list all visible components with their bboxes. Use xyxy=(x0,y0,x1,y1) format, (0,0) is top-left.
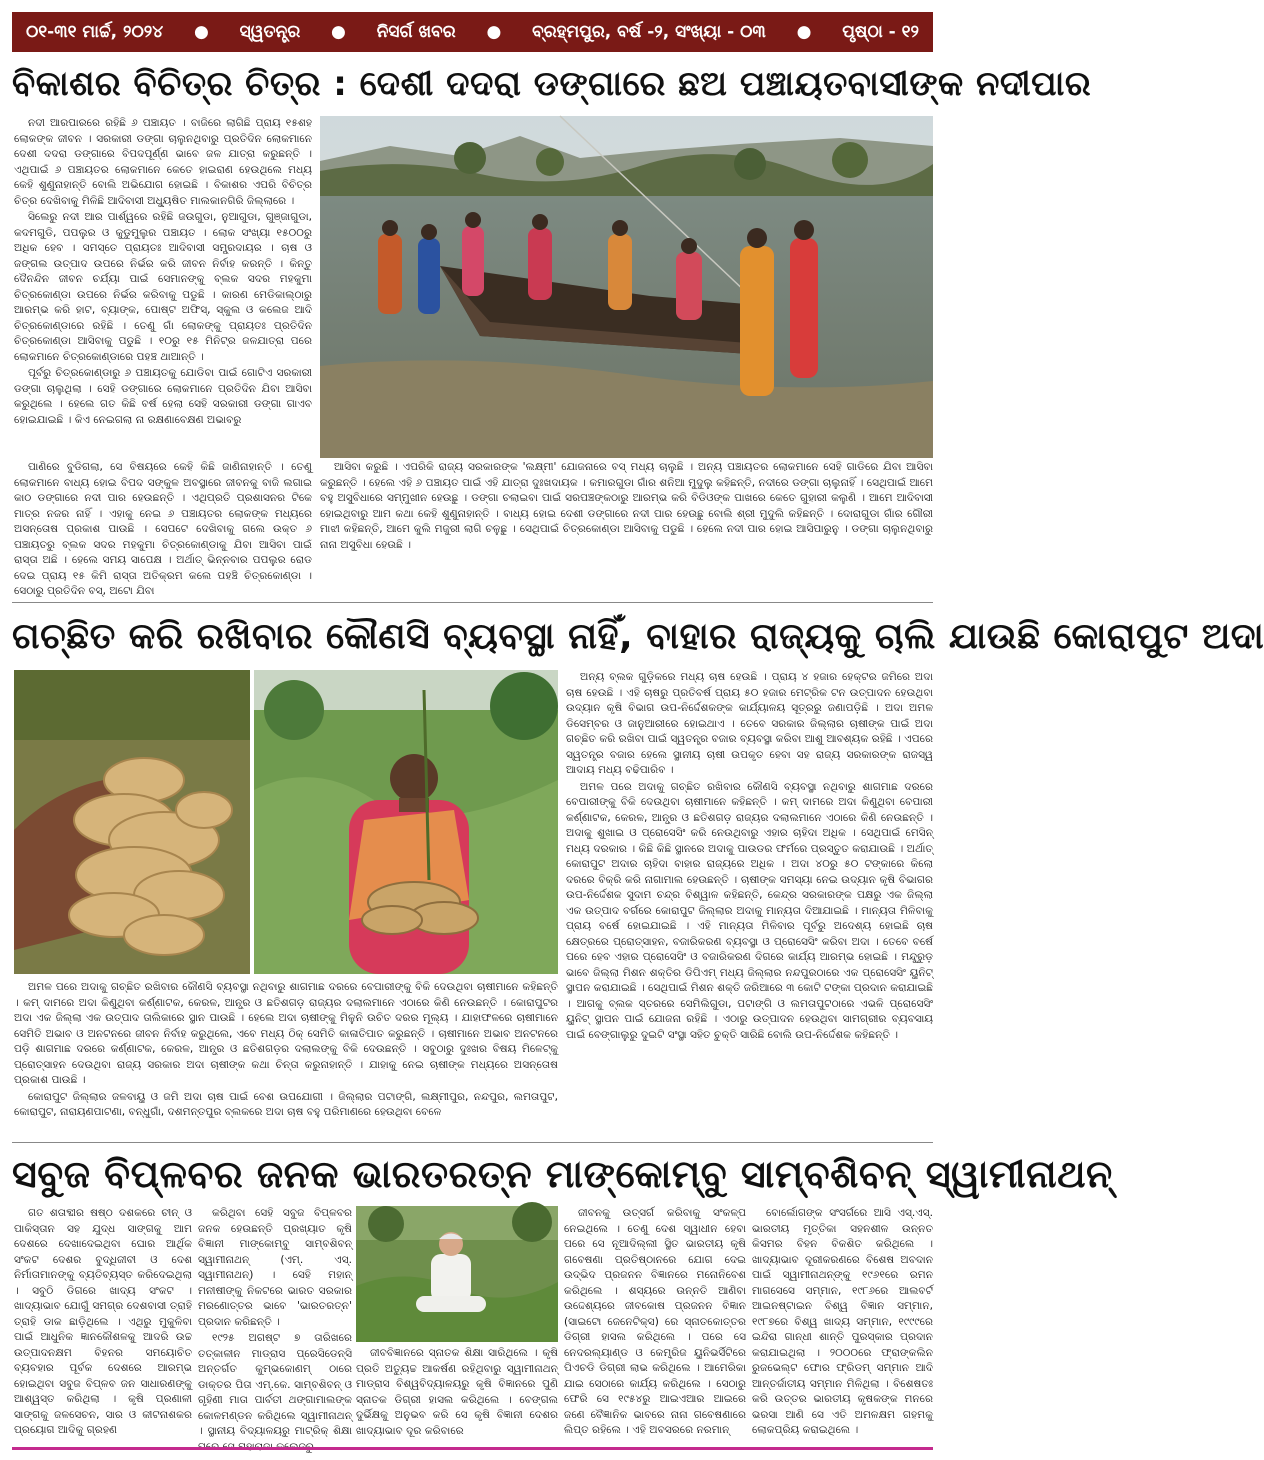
story3-column-3 xyxy=(564,1206,746,1442)
ginger-hand-photo xyxy=(14,670,250,974)
separator-bullet: ● xyxy=(796,22,812,42)
masthead-bar xyxy=(12,12,933,52)
story3-paragraph: ୧୯୨୫ ଅଗଷ୍ଟ ୭ ତାରିଖରେ ତତ୍କାଳୀନ ମାଡ୍ରାସ ପ୍ରେସିଡେନ୍ସି ଅନ୍ତର୍ଗତ କୁମ୍ଭକୋଣମ୍ ଠାରେ ଡାକ୍ତର ପିତା ଏମ୍.କେ. ସାମ୍ବଶିବନ୍ ଓ ଗୃହିଣୀ ମାତା ପାର୍ବତୀ ଥଙ୍ଗାମାଲଙ୍କ କୋଳମଣ୍ଡନ କରିଥିଲେ ସ୍ୱାମୀନାଥନ୍ । ସ୍ଥାନୀୟ ବିଦ୍ୟାଳୟରୁ ମାଟ୍ରିକ୍ ଶିକ୍ଷା xyxy=(198,1332,352,1437)
footer-rule xyxy=(12,1447,933,1450)
story1-paragraph: ନଦୀ ଆରପାରରେ ରହିଛି ୬ ପଞ୍ଚାୟତ । ବାଜିରେ ଲାଗିଛି ପ୍ରାୟ ୧୫ଶହ ଲୋକଙ୍କ ଜୀବନ । ସରକାରୀ ଡଙ୍ଗା ଚାଲୁନଥିବାରୁ ପ୍ରତିଦିନ ଲୋକମାନେ ଦେଶୀ ଦଦରା ଡଙ୍ଗାରେ ବିପଦପୂର୍ଣ୍ଣ ଭାବେ ଜଳ ଯାତ୍ରା କରୁଛନ୍ତି । ଏଥିପାଇଁ ୬ ପଞ୍ଚାୟତର ଲୋକମାନେ କେତେ ହାଇରାଣ ହେଉଥିଲେ ମଧ୍ୟ କେହି ଶୁଣୁନାହାନ୍ତି ବୋଲି ଅଭିଯୋଗ ହୋଇଛି । ବିକାଶର ଏପରି ବିଚିତ୍ର ଚିତ୍ର ଦେଖିବାକୁ ମିଳିଛି ଆଦିବାସୀ ଅଧ୍ୟୁଷିତ ମାଲକାନଗିରି ଜିଲ୍ଲାରେ । xyxy=(14,117,312,207)
story3-paragraph: କରିଥିବା ସେହି ସବୁଜ ବିପ୍ଳବର ଜନକ ହେଉଛନ୍ତି ପ୍ରଖ୍ୟାତ କୃଷି ବିଜ୍ଞାନୀ ମାଙ୍କୋମ୍ବୁ ସାମ୍ବଶିବନ୍ ସ୍ୱାମୀନାଥନ୍ (ଏମ୍. ଏସ୍. ସ୍ୱାମୀନାଥନ୍) । ସେହି ମହାନ୍ ମନୀଷୀଙ୍କୁ ନିକଟରେ ଭାରତ ସରକାର ମରଣୋତ୍ତର ଭାବେ 'ଭାରତରତ୍ନ' ପ୍ରଦାନ କରିଛନ୍ତି । xyxy=(198,1207,352,1328)
story1-paragraph: ସିଲେରୁ ନଦୀ ଆର ପାର୍ଶ୍ୱରେ ରହିଛି ଜଉଗୁଡା, ନୁଆଗୁଡା, ଗୁଞ୍ଜାଗୁଡା, କଦମଗୁଡି, ପପଲୁର ଓ କୁଡୁମୁଲୁର ପଞ୍ଚାୟତ । ଲୋକ ସଂଖ୍ୟା ୧୫୦୦ରୁ ଅଧିକ ହେବ । ସମସ୍ତେ ପ୍ରାୟତଃ ଆଦିବାସୀ ସମ୍ପ୍ରଦାୟର । ଚାଷ ଓ ଜଙ୍ଗଲ ଉତ୍ପାଦ ଉପରେ ନିର୍ଭର କରି ଜୀବନ ନିର୍ବାହ କରନ୍ତି । କିନ୍ତୁ ଦୈନନ୍ଦିନ ଜୀବନ ଚର୍ଯ୍ୟା ପାଇଁ ସେମାନଙ୍କୁ ବ୍ଲକ ସଦର ମହକୁମା ଚିତ୍ରକୋଣ୍ଡା ଉପରେ ନିର୍ଭର କରିବାକୁ ପଡୁଛି । କାରଣ ମେଡିକାଲ୍‌ଠାରୁ ଆରମ୍ଭ କରି ହାଟ, ବ୍ୟାଙ୍କ, ପୋଷ୍ଟ ଅଫିସ୍, ସ୍କୁଲ ଓ କଲେଜ ଆଦି ଚିତ୍ରକୋଣ୍ଡାରେ ରହିଛି । ତେଣୁ ଗାଁ ଲୋକଙ୍କୁ ପ୍ରାୟତଃ ପ୍ରତିଦିନ ଚିତ୍ରକୋଣ୍ଡା ଆସିବାକୁ ପଡୁଛି । ୧୦ରୁ ୧୫ ମିନିଟ୍ର ଜଳଯାତ୍ରା ପରେ ଲୋକମାନେ ଚିତ୍ରକୋଣ୍ଡାରେ ପହଞ୍ଚ ଥାଆନ୍ତି । xyxy=(14,211,312,363)
story3-column-4 xyxy=(752,1206,933,1442)
story1-paragraph: ଆସିବା କରୁଛି । ଏପରିକି ରାଜ୍ୟ ସରକାରଙ୍କ 'ଲକ୍ଷ୍ମୀ' ଯୋଜନାରେ ବସ୍ ମଧ୍ୟ ଚାଲୁଛି । ଅନ୍ୟ ପଞ୍ଚାୟତର ଲୋକମାନେ ସେହି ଗାଡିରେ ଯିବା ଆସିବା କରୁଛନ୍ତି । ହେଲେ ଏହି ୬ ପଞ୍ଚାୟତ ପାଇଁ ଏହି ଯାତ୍ରା ଦୁଃଖଦାୟକ । କମାରଗୁଡା ଗାଁର ଶନିଆ ମୁଦୁଲୁ କହିଛନ୍ତି, ନଦୀରେ ଡଙ୍ଗା ଚାଲୁନାହିଁ । ସେଥିପାଇଁ ଆମେ ବହୁ ଅସୁବିଧାରେ ସମ୍ମୁଖୀନ ହେଉଛୁ । ଡଙ୍ଗା ଚଲାଇବା ପାଇଁ ସରପଞ୍ଚଙ୍କଠାରୁ ଆରମ୍ଭ କରି ବିଡିଓଙ୍କ ପାଖରେ କେତେ ଗୁହାରୀ କଲୁଣି । ଆମେ ଆଦିବାସୀ ହୋଇଥିବାରୁ ଆମ କଥା କେହି ଶୁଣୁନାହାନ୍ତି । ବାଧ୍ୟ ହୋଇ ଦେଶୀ ଡଙ୍ଗାରେ ନଦୀ ପାର ହେଉଛୁ ବୋଲି ଶ୍ରୀ ମୁଦୁଲି କହିଛନ୍ତି । ଦୋରାଗୁଡା ଗାଁର ଗୌରୀ ମାଝୀ କହିଛନ୍ତି, ଆମେ କୁଲି ମଜୁରୀ ଲାଗି ଚଳୁଛୁ । ସେଥିପାଇଁ ଚିତ୍ରକୋଣ୍ଡା ଆସିବାକୁ ପଡୁଛି । ହେଲେ ନଦୀ ପାର ହୋଇ ଆସିପାରୁନୁ । ଡଙ୍ଗା ଚାଲୁନଥିବାରୁ ନାନା ଅସୁବିଧା ହେଉଛି । xyxy=(320,461,933,551)
issue-date: ୦୧-୩୧ ମାର୍ଚ୍ଚ, ୨୦୨୪ xyxy=(26,22,164,42)
story1-paragraph: ପୂର୍ବରୁ ଚିତ୍ରକୋଣ୍ଡାରୁ ୬ ପଞ୍ଚାୟତକୁ ଯୋଡିବା ପାଇଁ ଗୋଟିଏ ସରକାରୀ ଡଙ୍ଗା ଚାଲୁଥିଲା । ସେହି ଡଙ୍ଗାରେ ଲୋକମାନେ ପ୍ରତିଦିନ ଯିବା ଆସିବା କରୁଥିଲେ । ହେଲେ ଗତ କିଛି ବର୍ଷ ହେଲା ସେହି ସରକାରୀ ଡଙ୍ଗା ଗାଏବ ହୋଇଯାଇଛି । କିଏ ନେଇଗଲା ନା ରକ୍ଷଣାବେକ୍ଷଣ ଅଭାବରୁ xyxy=(14,367,312,426)
story3-headline: ସବୁଜ ବିପ୍ଳବର ଜନକ ଭାରତରତ୍ନ ମାଙ୍କୋମ୍ବୁ ସାମ୍ବଶିବନ୍ ସ୍ୱାମୀନାଥନ୍ xyxy=(12,1152,1113,1196)
story1-headline: ବିକାଶର ବିଚିତ୍ର ଚିତ୍ର : ଦେଶୀ ଦଦରା ଡଙ୍ଗାରେ ଛଅ ପଞ୍ଚାୟତବାସୀଙ୍କ ନଦୀପାର xyxy=(12,64,1092,104)
story1-column-left xyxy=(14,116,312,454)
story2-paragraph: ଅମଳ ପରେ ଅଦାକୁ ଗଚ୍ଛିତ ରଖିବାର କୌଣସି ବ୍ୟବସ୍ଥା ନଥିବାରୁ ଶାଗମାଛ ଦରରେ ବେପାରୀଙ୍କୁ ବିକି ଦେଉଥିବା ଚାଷୀମାନେ କହିଛନ୍ତି । କମ୍ ଦାମରେ ଅଦା କିଣୁଥିବା ବେପାରୀ କର୍ଣ୍ଣାଟକ, କେରଳ, ଆନ୍ଧ୍ର ଓ ଛତିଶଗଡ଼ ରାଜ୍ୟର ଦଲାଲମାନେ ଏଠାରେ କିଣି ନେଉଛନ୍ତି । ଅଦାକୁ ଶୁଖାଇ ଓ ପ୍ରୋସେସିଂ କରି ନେଉଥିବାରୁ ଏହାର ଚାହିଦା ଅଧିକ । ସେଥିପାଇଁ ମେସିନ୍ ମଧ୍ୟ ଦରକାର । କିଛି କିଛି ସ୍ଥାନରେ ଅଦାକୁ ପାଉଡର ଫର୍ମରେ ପ୍ରସ୍ତୁତ କରାଯାଉଛି । ଅର୍ଥାତ୍ କୋରାପୁଟ ଅଦାର ଚାହିଦା ବାହାର ରାଜ୍ୟରେ ଅଧିକ । ଅଦା ୪୦ରୁ ୫୦ ଟଙ୍କାରେ କିଲୋ ଦରରେ ବିକ୍ରି କରି ନାଗାମାଲ ହେଉଛନ୍ତି । ଚାଷୀଙ୍କ ସମସ୍ୟା ନେଇ ଉଦ୍ୟାନ କୃଷି ବିଭାଗର ଉପ-ନିର୍ଦ୍ଦେଶକ ସୁଦାମ ଚନ୍ଦ୍ର ବିଶ୍ୱାଳ କହିଛନ୍ତି, କେନ୍ଦ୍ର ସରକାରଙ୍କ ପକ୍ଷରୁ ଏକ ଜିଲ୍ଲା ଏକ ଉତ୍ପାଦ ବର୍ଗରେ କୋରାପୁଟ ଜିଲ୍ଲାର ଅଦାକୁ ମାନ୍ୟତା ଦିଆଯାଇଛି । ମାନ୍ୟତା ମିଳିବାକୁ ପ୍ରାୟ ବର୍ଷେ ହୋଇଯାଇଛି । ଏହି ମାନ୍ୟତା ମିଳିବାର ପୂର୍ବରୁ ଅଦେଶ୍ୟ ହୋଇଛି ଚାଷ କ୍ଷେତ୍ରରେ ପ୍ରୋତ୍ସାହନ, ବଜାରିକରଣ ବ୍ୟବସ୍ଥା ଓ ପ୍ରୋସେସିଂ କରିବା ଅଦା । ତେବେ ବର୍ଷେ ପରେ ହେବ ଏହାର ପ୍ରୋସେସିଂ ଓ ବଜାରିକରଣ ଦିଗରେ କାର୍ଯ୍ୟ ଆରମ୍ଭ ହୋଇଛି । ମନ୍ଦୁରୁଡ଼ ଭାବେ ଜିଲ୍ଲା ମିଶନ ଶକ୍ତିର ଡିପିଏମ୍ ମଧ୍ୟ ଜିଲ୍ଲାର ନନ୍ଦପୁରଠାରେ ଏକ ପ୍ରୋସେସିଂ ୟୁନିଟ୍ ସ୍ଥାପନ କରାଯାଇଛି । ସେଥିପାଇଁ ମିଶନ ଶକ୍ତି ଜରିଆରେ ୩ କୋଟି ଟଙ୍କା ପ୍ରଦାନ କରାଯାଇଛି । ଆଗକୁ ବ୍ଲକ ସ୍ତରରେ ସେମିଲିଗୁଡା, ପଟାଙ୍ଗି ଓ ଲମତାପୁଟଠାରେ ଏଭଳି ପ୍ରୋସେସିଂ ୟୁନିଟ୍ ସ୍ଥାପନ ପାଇଁ ଯୋଜନା ରହିଛି । ଏଠାରୁ ଉତ୍ପାଦନ ହେଉଥିବା ସାମଗ୍ରୀର ବ୍ୟବସାୟ ପାଇଁ ବେଙ୍ଗାଲୁରୁ ଦୁଇଟି ସଂସ୍ଥା ସହିତ ଚୁକ୍ତି ସାରିଛି ବୋଲି ଉପ-ନିର୍ଦ୍ଦେଶକ କହିଛନ୍ତି । xyxy=(566,780,933,1041)
story3-paragraph: ଗତ ଶତାବ୍ଦୀର ଷଷ୍ଠ ଦଶକରେ ଚୀନ୍ ଓ ପାକିସ୍ତାନ ସହ ଯୁଦ୍ଧ ସାଙ୍ଗକୁ ଆମ ଦେଶରେ ଦେଖାଦେଇଥିବା ଘୋର ଆର୍ଥିକ ସଂକଟ ଦେଶର ବୁଦ୍ଧିଜୀବୀ ଓ ଦେଶ ନିର୍ମାତାମାନଙ୍କୁ ବ୍ୟତିବ୍ୟସ୍ତ କରିଦେଇଥିଲା । ସବୁଠି ଡିଗରେ ଖାଦ୍ୟ ସଂକଟ । ଖାଦ୍ୟାଭାବ ଯୋଗୁଁ ସମଗ୍ର ଦେଶବାସୀ ତ୍ରାହି ତ୍ରାହି ଡାକ ଛାଡ଼ିଥିଲେ । ଏଥିରୁ ମୁକୁଳିବା ପାଇଁ ଆଧୁନିକ ଜ୍ଞାନକୌଶଳକୁ ଆଦରି ଉଚ୍ଚ ଉତ୍ପାଦନକ୍ଷମ ବିହନର ସମୟୋଚିତ ବ୍ୟବହାର ପୂର୍ବକ ଦେଶରେ ଆରମ୍ଭ ହୋଇଥିବା ସବୁଜ ବିପ୍ଳବ ଜନ ସାଧାରଣଙ୍କୁ ଆଶ୍ୱସ୍ତ କରିଥିଲା । କୃଷି ପ୍ରଣାଳୀ ସାଙ୍ଗକୁ ଜଳସେଚନ, ସାର ଓ କୀଟନାଶକର ପ୍ରୟୋଗ ଆଦିକୁ ଗ୍ରହଣ xyxy=(14,1207,192,1436)
page-number: ପୃଷ୍ଠା - ୧୨ xyxy=(842,22,919,42)
story2-paragraph: କୋରାପୁଟ ଜିଲ୍ଲାର ଜଳବାୟୁ ଓ ଜମି ଅଦା ଚାଷ ପାଇଁ ବେଶ ଉପଯୋଗୀ । ଜିଲ୍ଲାର ପଟାଙ୍ଗି, ଲକ୍ଷ୍ମୀପୁର, ନନ୍ଦପୁର, ଲମତାପୁଟ, କୋରାପୁଟ, ନାରାୟଣପାଟଣା, ବନ୍ଧୁଗାଁ, ଦଶମନ୍ତପୁର ବ୍ଲକରେ ଅଦା ଚାଷ ବହୁ ପରିମାଣରେ ହେଉଥିବା ବେଳେ xyxy=(14,1090,558,1118)
story2-column-right xyxy=(566,670,933,1136)
story3-column-2 xyxy=(198,1206,352,1442)
boat-river-crossing-photo xyxy=(320,116,933,458)
story3-column-2b xyxy=(356,1346,558,1442)
woman-photo-illustration xyxy=(254,670,558,974)
story2-headline: ଗଚ୍ଛିତ କରି ରଖିବାର କୌଣସି ବ୍ୟବସ୍ଥା ନାହିଁ, ବାହାର ରାଜ୍ୟକୁ ଚାଲି ଯାଉଛି କୋରାପୁଟ ଅଦା xyxy=(12,616,1264,657)
story1-column-bottom-2 xyxy=(320,460,933,590)
story3-column-1 xyxy=(14,1206,192,1442)
story3-paragraph: ବୋର୍ଲୋଗଙ୍କ ସଂସର୍ଗରେ ଆସି ଏସ୍.ଏସ୍. ଭାରତୀୟ ମୃତ୍ତିକା ସହନଶୀଳ ଉନ୍ନତ କିସମର ବିହନ ବିକଶିତ କରିଥିଲେ । ଖାଦ୍ୟାଭାବ ଦୂରୀକରଣରେ ବିଶେଷ ଅବଦାନ ପାଇଁ ସ୍ୱାମୀନାଥନ୍‌ଙ୍କୁ ୧୯୬୧ରେ ରମନ ମାଗସେସେ ସମ୍ମାନ, ୧୯୮୬ରେ ଆଲବର୍ଟ ଆଇନଷ୍ଟାଇନ ବିଶ୍ୱ ବିଜ୍ଞାନ ସମ୍ମାନ, ୧୯୮୭ରେ ବିଶ୍ୱ ଖାଦ୍ୟ ସମ୍ମାନ, ୧୯୯୯ରେ ଇନ୍ଦିରା ଗାନ୍ଧୀ ଶାନ୍ତି ପୁରସ୍କାର ପ୍ରଦାନ କରାଯାଇଥିଲା । ୨୦୦୦ରେ ଫ୍ରାଙ୍କଲିନ ରୁଜଭେଲ୍ଟ ଫୋର ଫ୍ରିଡମ୍ ସମ୍ମାନ ଆଦି ଆନ୍ତର୍ଜାତୀୟ ସମ୍ମାନ ମିଳିଥିଲା । ବିଶେଷତଃ କରି ଉତ୍ତର ଭାରତୀୟ କୃଷକଙ୍କ ମନରେ ଭରସା ଆଣି ସେ ଏତି ଅମଳକ୍ଷମ ଗହମକୁ ଲୋକପ୍ରିୟ କରାଇଥିଲେ । xyxy=(752,1207,933,1436)
story3-paragraph: ଜୀବବିଜ୍ଞାନରେ ସ୍ନାତକ ଶିକ୍ଷା ସାରିଥିଲେ । କୃଷି ପ୍ରତି ଅତ୍ୟୁଚ୍ଚ ଆକର୍ଷଣ ରହିଥିବାରୁ ସ୍ୱାମୀନାଥନ୍ ମାଡ୍ରାସ ବିଶ୍ୱବିଦ୍ୟାଳୟରୁ କୃଷି ବିଜ୍ଞାନରେ ପୁଣି ସ୍ନାତକ ଡିଗ୍ରୀ ହାସଲ କରିଥିଲେ । ବେଙ୍ଗଲ ଦୁର୍ଭିକ୍ଷକୁ ଅନୁଭବ କରି ସେ କୃଷି ବିଜ୍ଞାନୀ ଦେଶର ଖାଦ୍ୟାଭାବ ଦୂର କରିବାରେ xyxy=(356,1347,558,1437)
ginger-photo-illustration xyxy=(14,670,250,974)
edition-info: ବ୍ରହ୍ମପୁର, ବର୍ଷ -୨, ସଂଖ୍ୟା - ୦୩ xyxy=(532,22,766,42)
story1-paragraph: ପାଣିରେ ବୁଡିଗଲା, ସେ ବିଷୟରେ କେହି କିଛି ଜାଣିନାହାନ୍ତି । ତେଣୁ ଲୋକମାନେ ବାଧ୍ୟ ହୋଇ ବିପଦ ସଙ୍କୁଳ ଅବସ୍ଥାରେ ଜୀବନକୁ ବାଜି ଲଗାଇ କାଠ ଡଙ୍ଗାରେ ନଦୀ ପାର ହେଉଛନ୍ତି । ଏଥିପ୍ରତି ପ୍ରଶାସନର ଟିକେ ମାତ୍ର ନଜର ନାହିଁ । ଏହାକୁ ନେଇ ୬ ପଞ୍ଚାୟତର ଲୋକଙ୍କ ମଧ୍ୟରେ ଅସନ୍ତୋଷ ପ୍ରକାଶ ପାଉଛି । ସେପଟେ ଦେଖିବାକୁ ଗଲେ ଉକ୍ତ ୬ ପଞ୍ଚାୟତରୁ ବ୍ଲକ ସଦର ମହକୁମା ଚିତ୍ରକୋଣ୍ଡାକୁ ଯିବା ଆସିବା ପାଇଁ ରାସ୍ତା ଅଛି । ହେଲେ ସମୟ ସାପେକ୍ଷ । ଅର୍ଥାତ୍ ଭିନ୍ନବାର ପପଲୁର ରୋଡ ଦେଇ ପ୍ରାୟ ୧୫ କିମି ରାସ୍ତା ଅତିକ୍ରମ କଲେ ପହଞ୍ଚି ଚିତ୍ରକୋଣ୍ଡା । ସେଠାରୁ ପ୍ରତିଦିନ ବସ୍, ଅଟୋ ଯିବା xyxy=(14,461,312,597)
boat-photo-illustration xyxy=(320,116,933,458)
section-divider xyxy=(12,602,933,603)
story2-column-left xyxy=(14,980,558,1136)
separator-bullet: ● xyxy=(193,22,209,42)
portrait-photo-illustration xyxy=(356,1206,558,1342)
separator-bullet: ● xyxy=(331,22,346,42)
story2-paragraph: ଅନ୍ୟ ବ୍ଲକ ଗୁଡ଼ିକରେ ମଧ୍ୟ ଚାଷ ହେଉଛି । ପ୍ରାୟ ୪ ହଜାର ହେକ୍ଟର ଜମିରେ ଅଦା ଚାଷ ହେଉଛି । ଏହି ଚାଷରୁ ପ୍ରତିବର୍ଷ ପ୍ରାୟ ୫୦ ହଜାର ମେଟ୍ରିକ ଟନ ଉତ୍ପାଦନ ହେଉଥିବା ଉଦ୍ୟାନ କୃଷି ବିଭାଗ ଉପ-ନିର୍ଦ୍ଦେଶକଙ୍କ କାର୍ଯ୍ୟାଳୟ ସୂତ୍ରରୁ ଜଣାପଡ଼ିଛି । ଅଦା ଅମଳ ଡିସେମ୍ବର ଓ ଜାନୁଆରୀରେ ହୋଇଥାଏ । ତେବେ ସରକାର ଜିଲ୍ଲାର ଚାଷୀଙ୍କ ପାଇଁ ଅଦା ଗଚ୍ଛିତ କରି ରଖିବା ପାଇଁ ସ୍ୱତନ୍ତ୍ର ବଜାର ବ୍ୟବସ୍ଥା କରିବା ଆଶୁ ଆବଶ୍ୟକ ରହିଛି । ଏପରେ ସ୍ୱତନ୍ତ୍ର ବଜାର ହେଲେ ସ୍ଥାନୀୟ ଚାଷୀ ଉପକୃତ ହେବା ସହ ରାଜ୍ୟ ସରକାରଙ୍କ ରାଜସ୍ୱ ଆଦାୟ ମଧ୍ୟ ବଢିପାରିବ । xyxy=(566,671,933,776)
swaminathan-portrait-photo xyxy=(356,1206,558,1342)
story2-paragraph: ଅମଳ ପରେ ଅଦାକୁ ଗଚ୍ଛିତ ରଖିବାର କୌଣସି ବ୍ୟବସ୍ଥା ନଥିବାରୁ ଶାଗମାଛ ଦରରେ ବେପାରୀଙ୍କୁ ବିକି ଦେଉଥିବା ଚାଷୀମାନେ କହିଛନ୍ତି । କମ୍ ଦାମରେ ଅଦା କିଣୁଥିବା କର୍ଣ୍ଣାଟକ, କେରଳ, ଆନ୍ଧ୍ର ଓ ଛତିଶଗଡ଼ ରାଜ୍ୟର ଦଲାଲମାନେ ଏଠାରେ କିଣି ନେଉଛନ୍ତି । କୋରାପୁଟର ଅଦା ଏକ ଜିଲ୍ଲା ଏକ ଉତ୍ପାଦ ତାଲିକାରେ ସ୍ଥାନ ପାଉଛି । ହେଲେ ଅଦା ଚାଷୀଙ୍କୁ ମିଳୁନି ଉଚିତ ଦରର ମୂଲ୍ୟ । ଯାହାଫଳରେ ଚାଷୀମାନେ ସେମିତି ଅଭାବ ଓ ଅନଟନରେ ଜୀବନ ନିର୍ବାହ କରୁଥିଲେ, ଏବେ ମଧ୍ୟ ଠିକ୍ ସେମିତି କାଳାତିପାତ କରୁଛନ୍ତି । ଚାଷୀମାନେ ଅଭାବ ଅନଟନରେ ପଡ଼ି ଶାଗମାଛ ଦରରେ କର୍ଣ୍ଣାଟକ, କେରଳ, ଆନ୍ଧ୍ର ଓ ଛତିଶଗଡ଼ର ଦଲାଲଙ୍କୁ ବିକି ଦେଉଛନ୍ତି । ସବୁଠାରୁ ଦୁଃଖର ବିଷୟ ମିଳେଟ୍‌କୁ ପ୍ରୋତ୍ସାହନ ଦେଉଥିବା ରାଜ୍ୟ ସରକାର ଅଦା ଚାଷୀଙ୍କ କଥା ଚିନ୍ତା କରୁନାହାନ୍ତି । ଯାହାକୁ ନେଇ ଚାଷୀଙ୍କ ମଧ୍ୟରେ ଅସନ୍ତୋଷ ପ୍ରକାଶ ପାଉଛି । xyxy=(14,981,558,1086)
separator-bullet: ● xyxy=(486,22,502,42)
story1-column-bottom-1 xyxy=(14,460,312,597)
story3-paragraph: ଜୀବନକୁ ଉତ୍ସର୍ଗ କରିବାକୁ ସଂକଳ୍ପ ନେଇଥିଲେ । ତେଣୁ ଦେଶ ସ୍ୱାଧୀନ ହେବା ପରେ ସେ ନୂଆଦିଲ୍ଲୀ ସ୍ଥିତ ଭାରତୀୟ କୃଷି ଗବେଷଣା ପ୍ରତିଷ୍ଠାନରେ ଯୋଗ ଦେଇ ଉଦ୍ଭିଦ ପ୍ରଜନନ ବିଜ୍ଞାନରେ ମନୋନିବେଶ କରିଥିଲେ । ଶସ୍ୟରେ ଉନ୍ନତି ଆଣିବା ଉଦ୍ଦେଶ୍ୟରେ ଜୀବକୋଷ ପ୍ରଜନନ ବିଜ୍ଞାନ (ସାଇଟୋ ଜେନେଟିକ୍ସ) ରେ ସ୍ନାତକୋତ୍ତର ଡିଗ୍ରୀ ହାସଲ କରିଥିଲେ । ପରେ ସେ ନେଦରଲ୍ୟାଣ୍ଡ ଓ କେମ୍ବ୍ରିଜ ୟୁନିଭର୍ସିଟିରେ ପିଏଚଡି ଡିଗ୍ରୀ ଲାଭ କରିଥିଲେ । ଆମେରିକା ଯାଇ ସେଠାରେ କାର୍ଯ୍ୟ କରିଥିଲେ । ସେଠାରୁ ଫେରି ସେ ୧୯୫୪ରୁ ଆଇଏଆର ଆଇରେ ଜଣେ ବୈଜ୍ଞାନିକ ଭାବରେ ନାନା ଗବେଷଣାରେ ଲିପ୍ତ ରହିଲେ । ଏହି ଅବସରରେ ନରମାନ୍ xyxy=(564,1207,746,1436)
woman-ginger-field-photo xyxy=(254,670,558,974)
paper-name: ନିସର୍ଗ ଖବର xyxy=(376,22,456,42)
section-label: ସ୍ୱତନ୍ତ୍ର xyxy=(239,22,301,42)
section-divider xyxy=(12,1142,933,1143)
